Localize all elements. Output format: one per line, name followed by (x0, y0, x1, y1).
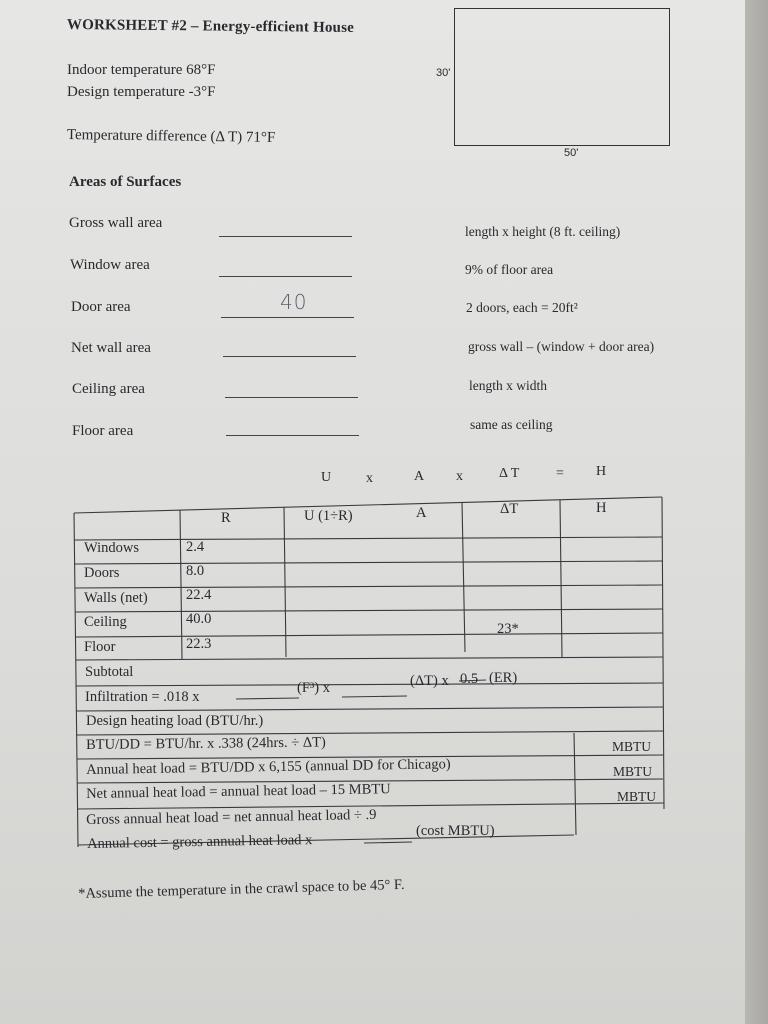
row-line-2 (74, 561, 662, 564)
btu-dd-formula: BTU/DD = BTU/hr. x .338 (24hrs. ÷ ΔT) (86, 734, 326, 753)
formula-h: H (596, 464, 607, 479)
binder-edge (745, 0, 768, 1024)
net-wall-area-blank[interactable] (223, 356, 356, 357)
formula-times-2: x (456, 469, 463, 484)
formula-equals: = (556, 466, 564, 481)
floor-plan-rectangle (454, 8, 670, 146)
design-heating-load: Design heating load (BTU/hr.) (86, 713, 264, 729)
row-line-5 (75, 633, 663, 637)
door-area-blank[interactable] (221, 317, 354, 318)
gross-wall-area-note: length x height (8 ft. ceiling) (465, 224, 621, 239)
formula-a: A (414, 469, 425, 484)
infiltration-blank-1 (236, 698, 299, 699)
row-line-7 (76, 683, 663, 686)
mbtu-unit-1: MBTU (612, 739, 652, 754)
table-border-left (74, 513, 78, 847)
header-delta-t: ΔT (500, 501, 519, 517)
window-area-label: Window area (70, 257, 150, 273)
infiltration-er: (ER) (489, 670, 518, 686)
formula-delta-t: Δ T (499, 466, 520, 481)
row-line-3 (75, 585, 662, 588)
header-u: U (1÷R) (304, 508, 353, 524)
row-line-4 (75, 609, 663, 612)
door-area-note: 2 doors, each = 20ft² (466, 300, 578, 315)
gross-wall-area-label: Gross wall area (69, 215, 163, 231)
header-r: R (221, 510, 231, 526)
row-r-ceiling: 40.0 (186, 611, 212, 627)
infiltration-blank-2 (342, 696, 407, 697)
row-label-windows: Windows (84, 540, 139, 556)
window-area-note: 9% of floor area (465, 262, 554, 277)
floor-plan-width-label: 50' (564, 147, 579, 159)
row-line-1 (74, 537, 662, 540)
footnote: *Assume the temperature in the crawl space to be 45° F. (78, 876, 405, 902)
row-label-walls: Walls (net) (84, 590, 148, 606)
row-line-6 (76, 657, 663, 660)
indoor-temperature: Indoor temperature 68°F (67, 62, 216, 78)
window-area-blank[interactable] (219, 276, 352, 277)
row-line-8 (76, 707, 663, 711)
column-divider-u (284, 507, 286, 657)
floor-area-label: Floor area (72, 423, 134, 439)
mbtu-unit-3: MBTU (617, 789, 657, 804)
formula-times-1: x (366, 471, 373, 486)
annual-cost-formula: Annual cost = gross annual heat load x (87, 832, 313, 852)
net-wall-area-note: gross wall – (window + door area) (468, 339, 655, 354)
temperature-difference: Temperature difference (Δ T) 71°F (66, 127, 276, 146)
worksheet-title: WORKSHEET #2 – Energy-efficient House (66, 17, 355, 37)
floor-plan-height-label: 30' (436, 67, 451, 79)
areas-heading: Areas of Surfaces (69, 174, 182, 190)
column-divider-lower (574, 733, 576, 835)
table-border-right (662, 497, 664, 809)
row-r-doors: 8.0 (186, 563, 205, 579)
table-border-top (74, 497, 662, 513)
row-line-9 (76, 731, 663, 735)
header-a: A (416, 505, 427, 521)
ceiling-area-blank[interactable] (225, 397, 358, 398)
row-label-doors: Doors (84, 565, 120, 581)
column-divider-a (462, 502, 465, 652)
gross-annual-heat-load-formula: Gross annual heat load = net annual heat load ÷ .9 (86, 806, 377, 828)
net-wall-area-label: Net wall area (71, 340, 151, 356)
infiltration-er-value: 0.5 (460, 671, 479, 687)
net-annual-heat-load-formula: Net annual heat load = annual heat load – 15 MBTU (86, 781, 391, 802)
mbtu-unit-2: MBTU (613, 764, 653, 779)
infiltration-dt: (ΔT) x (410, 673, 449, 689)
row-r-windows: 2.4 (186, 539, 205, 555)
row-label-floor: Floor (84, 639, 116, 655)
annual-cost-unit: (cost MBTU) (416, 823, 495, 839)
ceiling-area-label: Ceiling area (72, 381, 145, 397)
row-label-ceiling: Ceiling (84, 614, 127, 630)
door-area-handwritten-value: 40 (280, 290, 308, 314)
door-area-label: Door area (71, 299, 131, 315)
ceiling-area-note: length x width (469, 378, 547, 393)
floor-delta-t: 23* (497, 621, 519, 637)
header-h: H (596, 500, 607, 516)
annual-heat-load-formula: Annual heat load = BTU/DD x 6,155 (annual DD for Chicago) (86, 756, 451, 778)
subtotal-label: Subtotal (85, 664, 134, 680)
cost-blank (364, 842, 412, 843)
row-r-floor: 22.3 (186, 636, 212, 652)
infiltration-label: Infiltration = .018 x (85, 689, 200, 705)
floor-area-blank[interactable] (226, 435, 359, 436)
formula-u: U (321, 470, 332, 485)
gross-wall-area-blank[interactable] (219, 236, 352, 237)
row-r-walls: 22.4 (186, 587, 212, 603)
infiltration-f3: (F³) x (297, 680, 330, 696)
design-temperature: Design temperature -3°F (67, 84, 216, 100)
floor-area-note: same as ceiling (470, 417, 553, 432)
